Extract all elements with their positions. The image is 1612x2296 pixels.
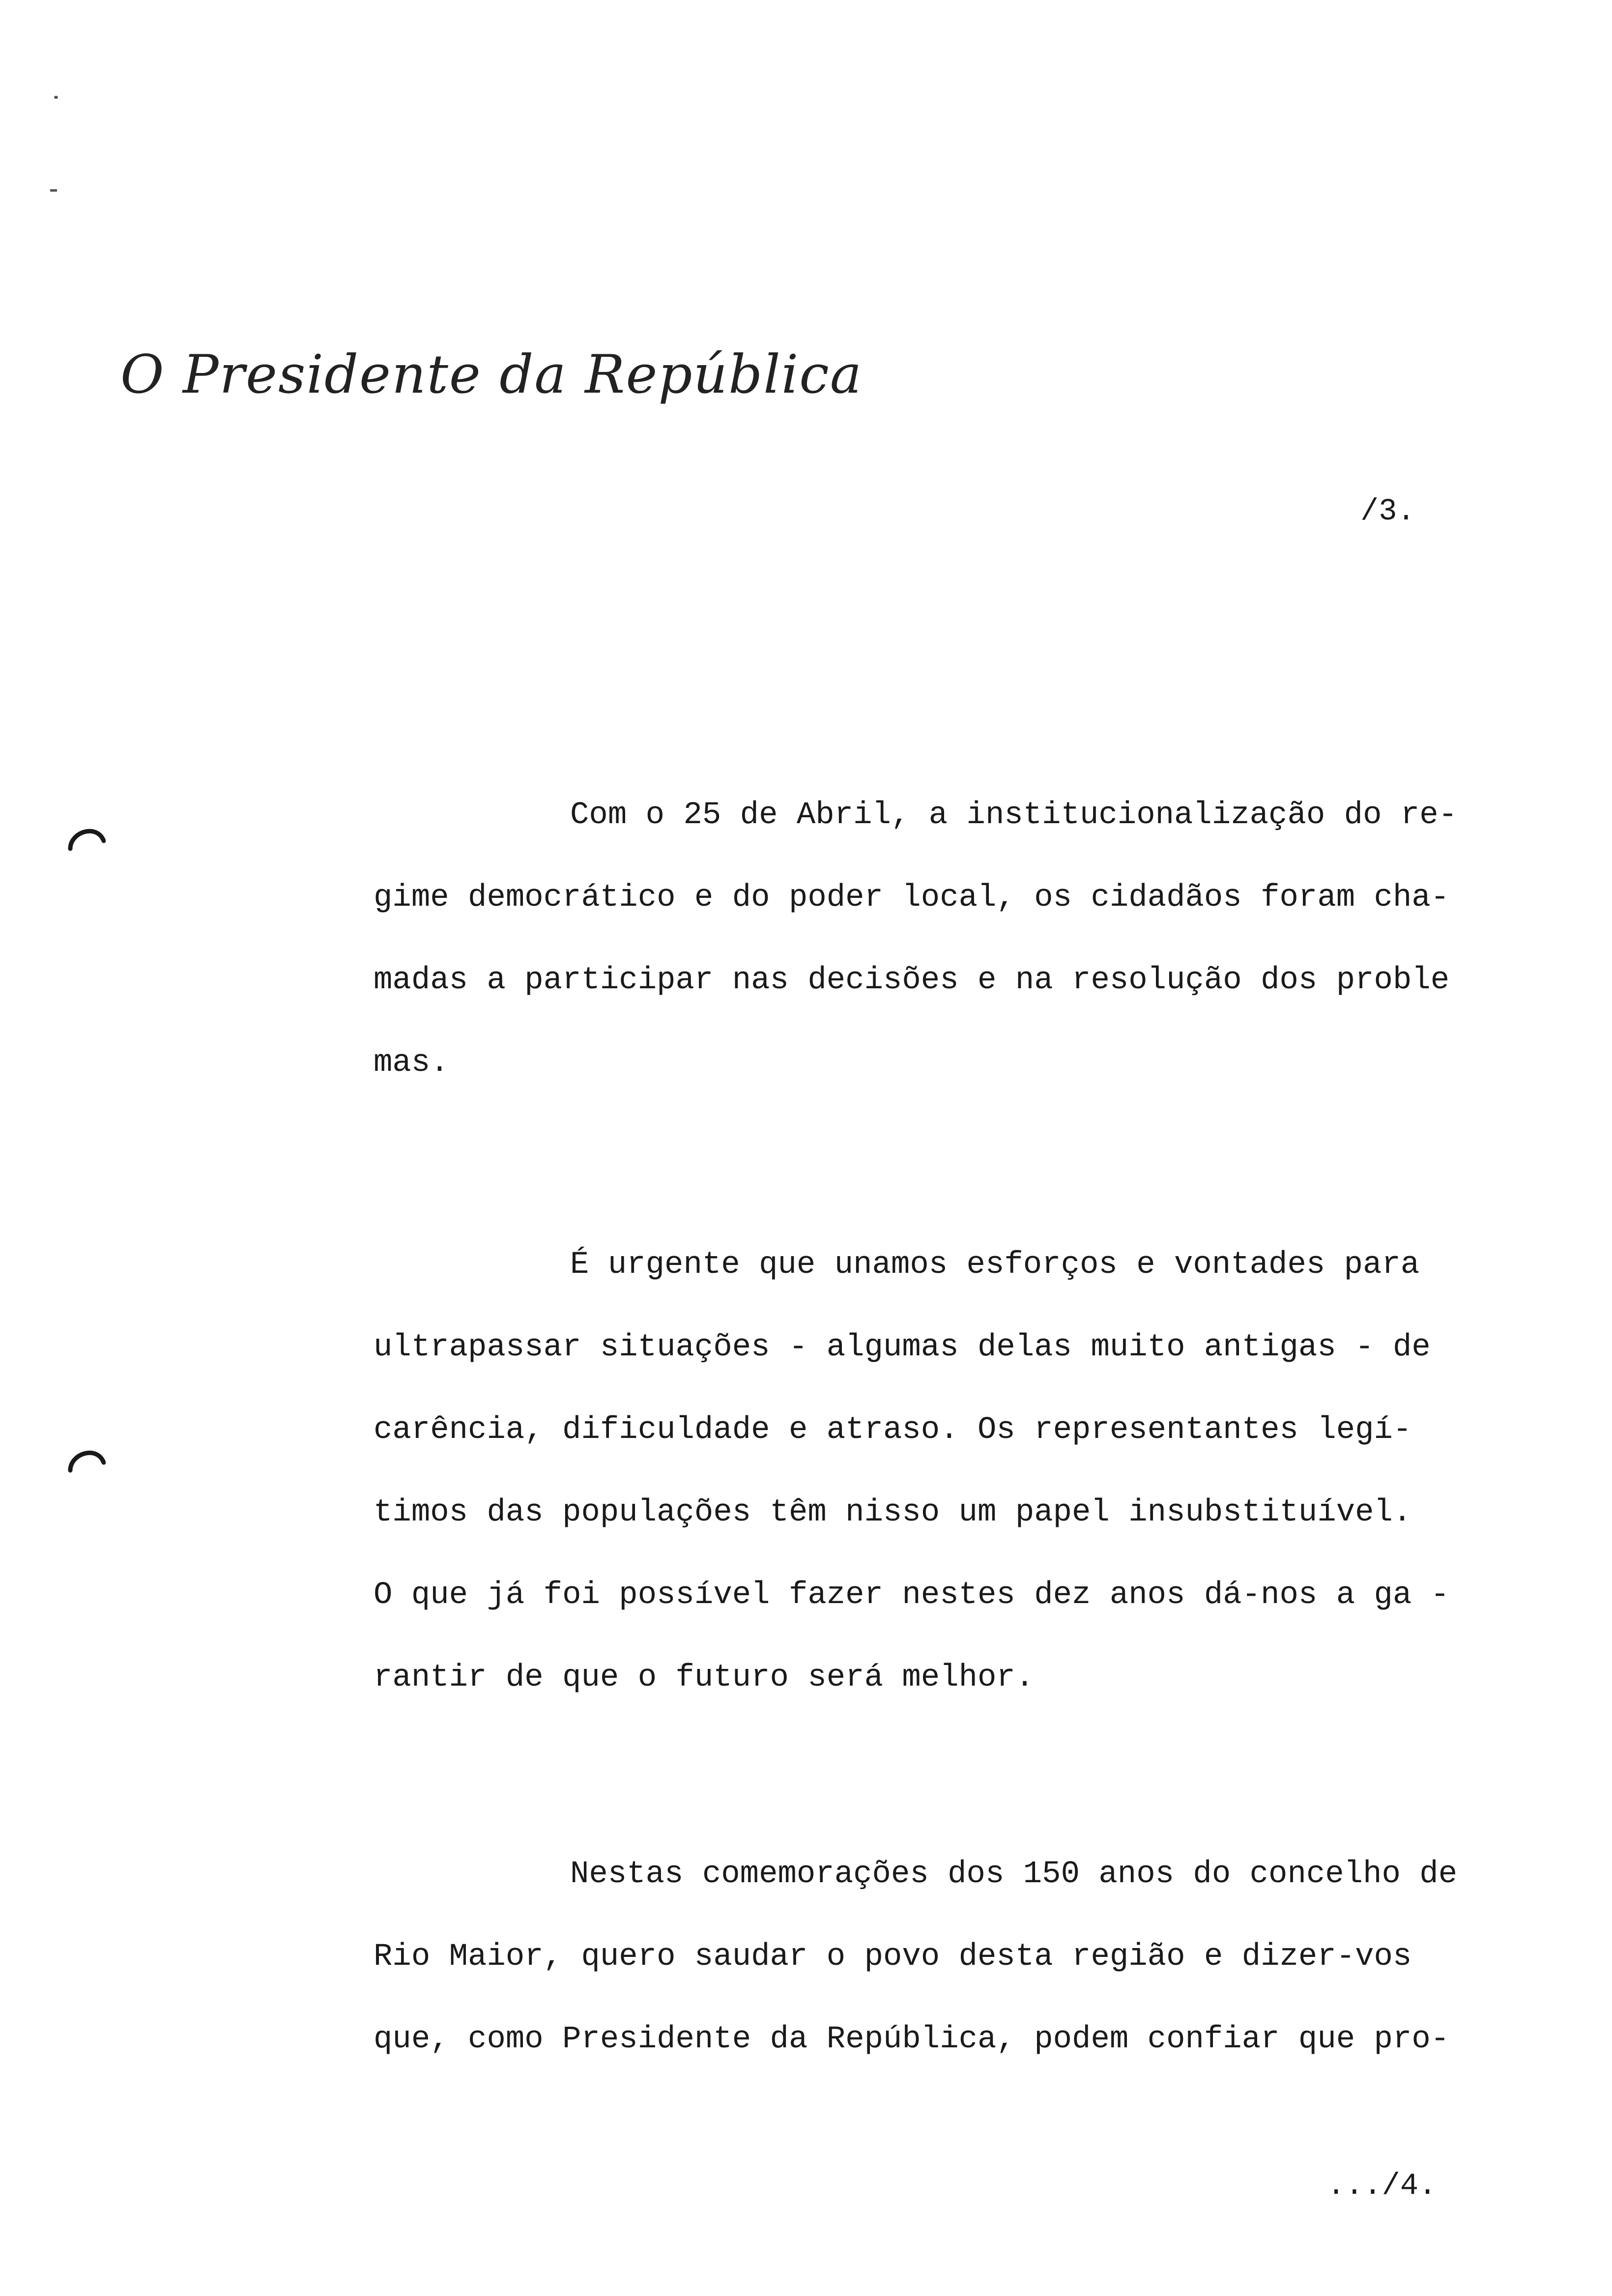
paragraph-line: mas. [374, 1045, 449, 1081]
paragraph-line: É urgente que unamos esforços e vontades para [570, 1247, 1420, 1283]
page-number: /3. [1360, 494, 1415, 529]
paper-speck [54, 96, 58, 99]
paragraph-1 [374, 774, 1504, 1104]
paragraph-3 [374, 1833, 1504, 2081]
paragraph-line: O que já foi possível fazer nestes dez anos dá-nos a ga - [374, 1578, 1450, 1613]
paragraph-line: Nestas comemorações dos 150 anos do concelho de [570, 1857, 1458, 1892]
paragraph-line: ultrapassar situações - algumas delas muito antigas - de [374, 1330, 1431, 1365]
paragraph-line: rantir de que o futuro será melhor. [374, 1660, 1035, 1695]
letterhead-title: O Presidente da República [120, 344, 863, 405]
continuation-marker: .../4. [1327, 2168, 1437, 2203]
punch-hole-arc-icon [66, 818, 106, 858]
paragraph-line: madas a participar nas decisões e na resolução dos proble [374, 963, 1450, 998]
paragraph-2 [374, 1224, 1504, 1719]
paragraph-line: gime democrático e do poder local, os cidadãos foram cha- [374, 880, 1450, 916]
paragraph-line: timos das populações têm nisso um papel insubstituível. [374, 1495, 1412, 1530]
paragraph-line: carência, dificuldade e atraso. Os representantes legí- [374, 1412, 1412, 1448]
punch-hole-arc-icon [66, 1440, 106, 1479]
paper-speck [50, 189, 57, 192]
paragraph-line: Com o 25 de Abril, a institucionalização do re- [570, 798, 1458, 833]
paragraph-line: que, como Presidente da República, podem confiar que pro- [374, 2022, 1450, 2057]
paragraph-line: Rio Maior, quero saudar o povo desta região e dizer-vos [374, 1939, 1412, 1975]
